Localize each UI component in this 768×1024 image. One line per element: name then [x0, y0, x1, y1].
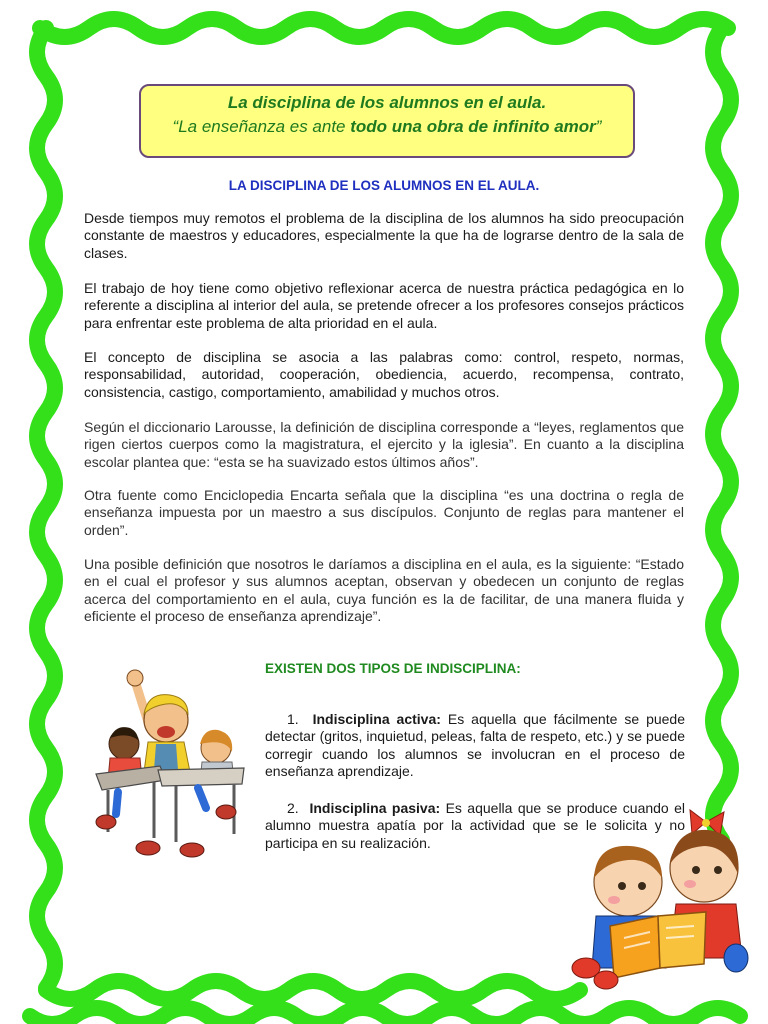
type-item-passive: 2. Indisciplina pasiva: Es aquella que se produce cuando el alumno muestra apatía por la actividad que se le solicita y no participa en su realización.	[265, 800, 686, 851]
header-title: La disciplina de los alumnos en el aula.	[227, 93, 547, 112]
frame-wave	[713, 28, 731, 840]
header-box	[139, 84, 635, 158]
frame-wave	[46, 981, 580, 999]
type-item-active: 1. Indisciplina activa: Es aquella que fácilmente se puede detectar (gritos, inquietud, peleas, falta de respeto, etc.) y se puede corregir cuando los alumnos se involucran en el proceso de enseñanza aprendizaje.	[265, 711, 685, 780]
types-title: EXISTEN DOS TIPOS DE INDISCIPLINA:	[265, 661, 521, 676]
paragraph-larousse: Según el diccionario Larousse, la definición de disciplina corresponde a “leyes, reglamentos que rigen ciertos cuerpos como la magistratura, el ejercito y la iglesia”. En cuanto a la disciplina escolar plantea que: “esta se ha suavizado estos últimos años”.	[84, 419, 684, 470]
students-at-desks-illustration	[88, 662, 248, 862]
frame-wave	[37, 28, 55, 988]
paragraph-encarta: Otra fuente como Enciclopedia Encarta señala que la disciplina “es una doctrina o regla de enseñanza impuesta por un maestro a sus discípulos. Conjunto de reglas para mantener el orden”.	[84, 487, 684, 538]
frame-wave	[30, 1008, 740, 1024]
frame-wave	[40, 19, 728, 37]
header-quote: “La enseñanza es ante todo una obra de infinito amor”	[172, 117, 602, 136]
paragraph-intro: Desde tiempos muy remotos el problema de la disciplina de los alumnos ha sido preocupación constante de maestros y educadores, especialmente la que ha de lograrse dentro de la sala de clases.	[84, 210, 684, 261]
paragraph-objective: El trabajo de hoy tiene como objetivo reflexionar acerca de nuestra práctica pedagógica en lo referente a disciplina al interior del aula, se pretende ofrecer a los profesores consejos prácticos para enfrentar este problema de alta prioridad en el aula.	[84, 280, 684, 331]
paragraph-definition: Una posible definición que nosotros le daríamos a disciplina en el aula, es la siguiente: “Estado en el cual el profesor y sus alumnos aceptan, observan y obedecen un conjunto de reglas acerca del comportamiento en el aula, cuya función es la de facilitar, de una manera fluida y eficiente el proceso de enseñanza aprendizaje”.	[84, 556, 684, 625]
kids-reading-book-illustration	[566, 808, 756, 994]
paragraph-concept: El concepto de disciplina se asocia a las palabras como: control, respeto, normas, responsabilidad, autoridad, cooperación, obediencia, acuerdo, recompensa, contrato, consistencia, castigo, comportamiento, amabilidad y muchos otros.	[84, 349, 684, 400]
section-title: LA DISCIPLINA DE LOS ALUMNOS EN EL AULA.	[228, 178, 540, 193]
